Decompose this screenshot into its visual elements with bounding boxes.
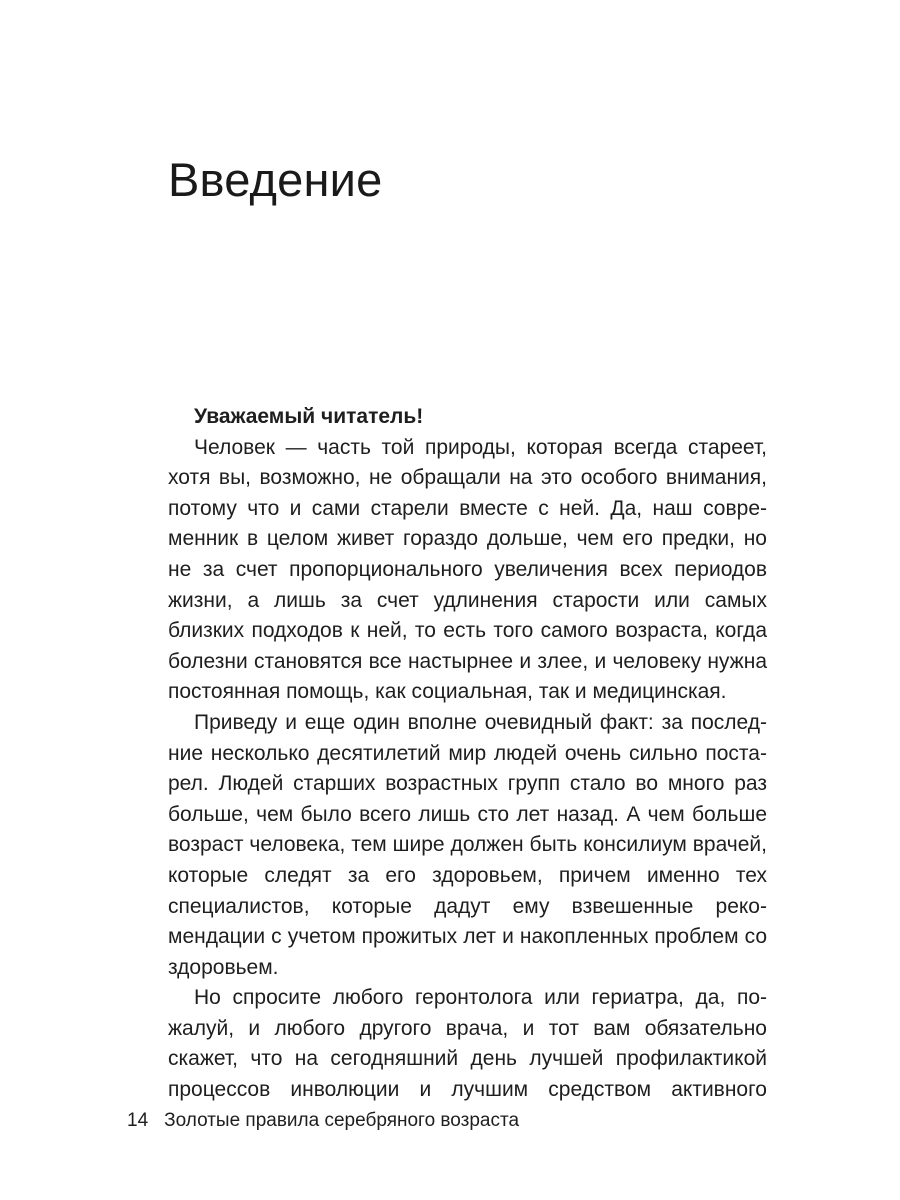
- paragraph-3: Но спросите любого геронтолога или гериатра, да, пожалуй, и любого другого врача, и тот вам обязательно скажет, что на сегодняшний день лучшей профилактикой процессов инволюции и лучшим средством активного: [168, 986, 767, 1102]
- page-number: 14: [127, 1110, 149, 1131]
- greeting-line: Уважаемый читатель!: [194, 405, 424, 428]
- paragraph-1: Человек — часть той природы, которая всегда стареет, хотя вы, возможно, не обращали на это особого внимания, потому что и сами старели вместе с ней. Да, наш современник в целом живет гораздо дольше, чем его предки, но не за счет пропорционального увеличения всех периодов жизни, а лишь за счет удлинения старости или самых близких подходов к ней, то есть того самого возраста, когда болезни становятся все настырнее и злее, и человеку нужна постоянная помощь, как социальная, так и медицинская.: [168, 435, 767, 704]
- chapter-title: Введение: [168, 153, 383, 206]
- paragraph-2: Приведу и еще один вполне очевидный факт: за последние несколько десятилетий мир людей очень сильно постарел. Людей старших возрастных групп стало во много раз больше, чем было всего лишь сто лет назад. А чем больше возраст человека, тем шире должен быть консилиум врачей, которые следят за его здоровьем, причем именно тех специалистов, которые дадут ему взвешенные рекомендации с учетом прожитых лет и накопленных проблем со здоровьем.: [168, 710, 767, 979]
- running-title: Золотые правила серебряного возраста: [164, 1110, 520, 1131]
- body-text: [168, 402, 767, 1106]
- page-footer: [127, 1109, 519, 1133]
